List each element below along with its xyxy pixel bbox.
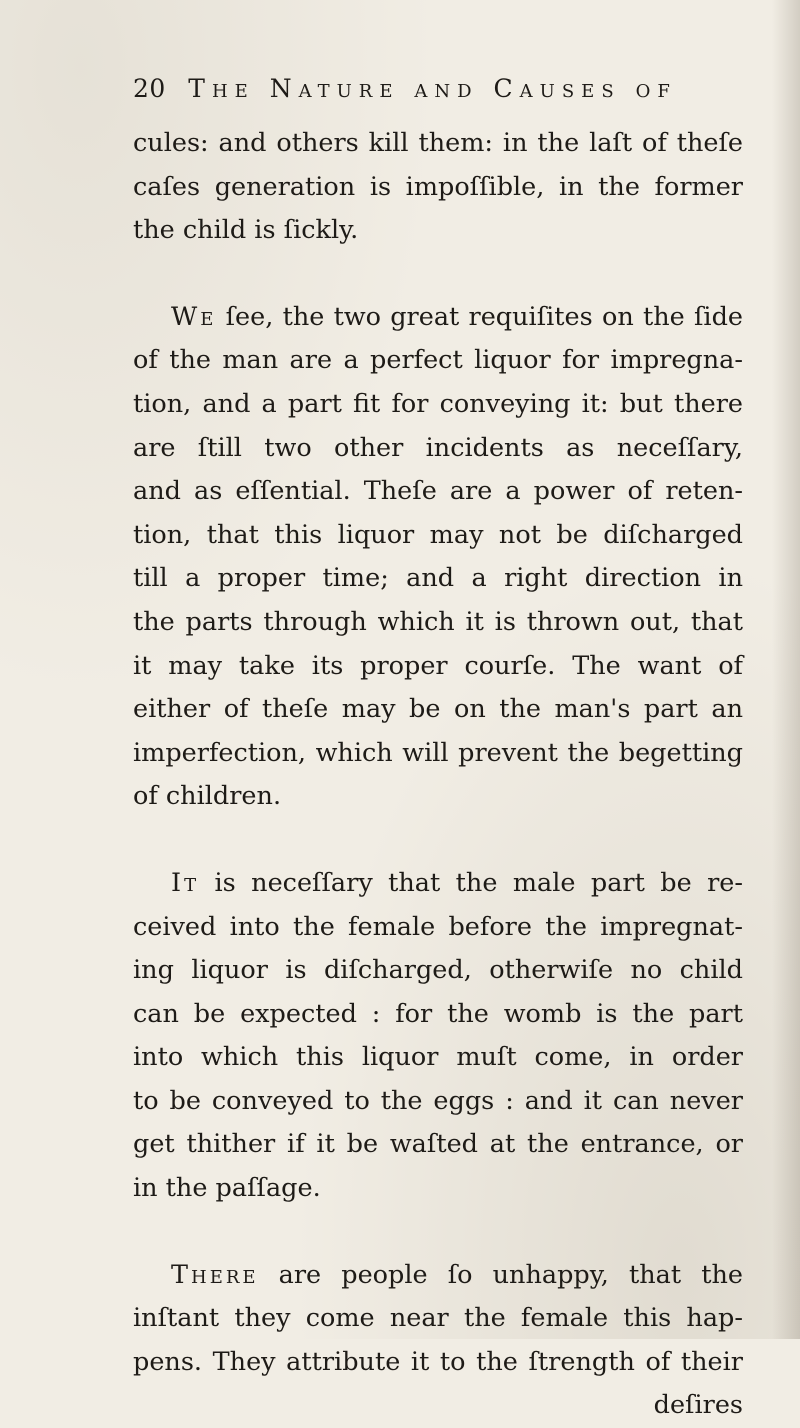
paragraph-gap — [133, 819, 743, 862]
page-number: 20 — [133, 74, 166, 103]
body-text — [133, 122, 743, 1428]
paragraph-lead: We — [171, 301, 217, 332]
text-line — [133, 1254, 743, 1298]
text-line: it may take its proper courſe. The want of — [133, 650, 743, 681]
text-line: pens. They attribute it to the ſtrength of their — [133, 1346, 743, 1377]
catchword: deſires — [653, 1390, 743, 1421]
text-line: tion, that this liquor may not be diſcharged — [133, 519, 743, 550]
running-header — [133, 74, 677, 103]
text-line: of children. — [133, 781, 282, 812]
text-line: are ſtill two other incidents as neceſſary, — [133, 432, 743, 463]
text-line: into which this liquor muſt come, in order — [133, 1042, 743, 1073]
text-line-rest: ſee, the two great requiſites on the ſide — [216, 301, 743, 332]
page-edge-shadow — [772, 0, 800, 1339]
paragraph-gap — [133, 253, 743, 296]
text-line: and as eſſential. Theſe are a power of reten- — [133, 476, 743, 507]
text-line: the child is ſickly. — [133, 215, 359, 246]
paragraph-gap — [133, 1211, 743, 1254]
text-line: cules: and others kill them: in the laſt of theſe — [133, 128, 743, 158]
text-line: in the paſſage. — [133, 1173, 321, 1204]
text-line: can be expected : for the womb is the part — [133, 998, 743, 1029]
text-line: either of theſe may be on the man's part an — [133, 694, 743, 725]
running-title: The Nature and Causes of — [188, 74, 677, 103]
text-line: imperfection, which will prevent the begetting — [133, 737, 743, 768]
text-line — [133, 862, 743, 906]
text-line: the parts through which it is thrown out, that — [133, 606, 743, 637]
text-line: tion, and a part fit for conveying it: but there — [133, 388, 743, 419]
text-line: of the man are a perfect liquor for impregna- — [133, 345, 743, 376]
text-line: ing liquor is diſcharged, otherwiſe no child — [133, 955, 743, 986]
paragraph-lead: There — [171, 1259, 259, 1290]
text-line: inſtant they come near the female this hap- — [133, 1303, 743, 1334]
text-line: ceived into the female before the impregnat- — [133, 911, 743, 942]
text-line: to be conveyed to the eggs : and it can never — [133, 1085, 743, 1116]
paragraph-lead: It — [171, 867, 200, 898]
text-line: get thither if it be waſted at the entrance, or — [133, 1129, 743, 1160]
text-line: till a proper time; and a right direction in — [133, 563, 743, 594]
text-line: caſes generation is impoſſible, in the former — [133, 171, 743, 202]
text-line — [133, 296, 743, 340]
text-line-rest: are people ſo unhappy, that the — [258, 1259, 743, 1290]
text-line-rest: is neceſſary that the male part be re- — [199, 867, 743, 898]
